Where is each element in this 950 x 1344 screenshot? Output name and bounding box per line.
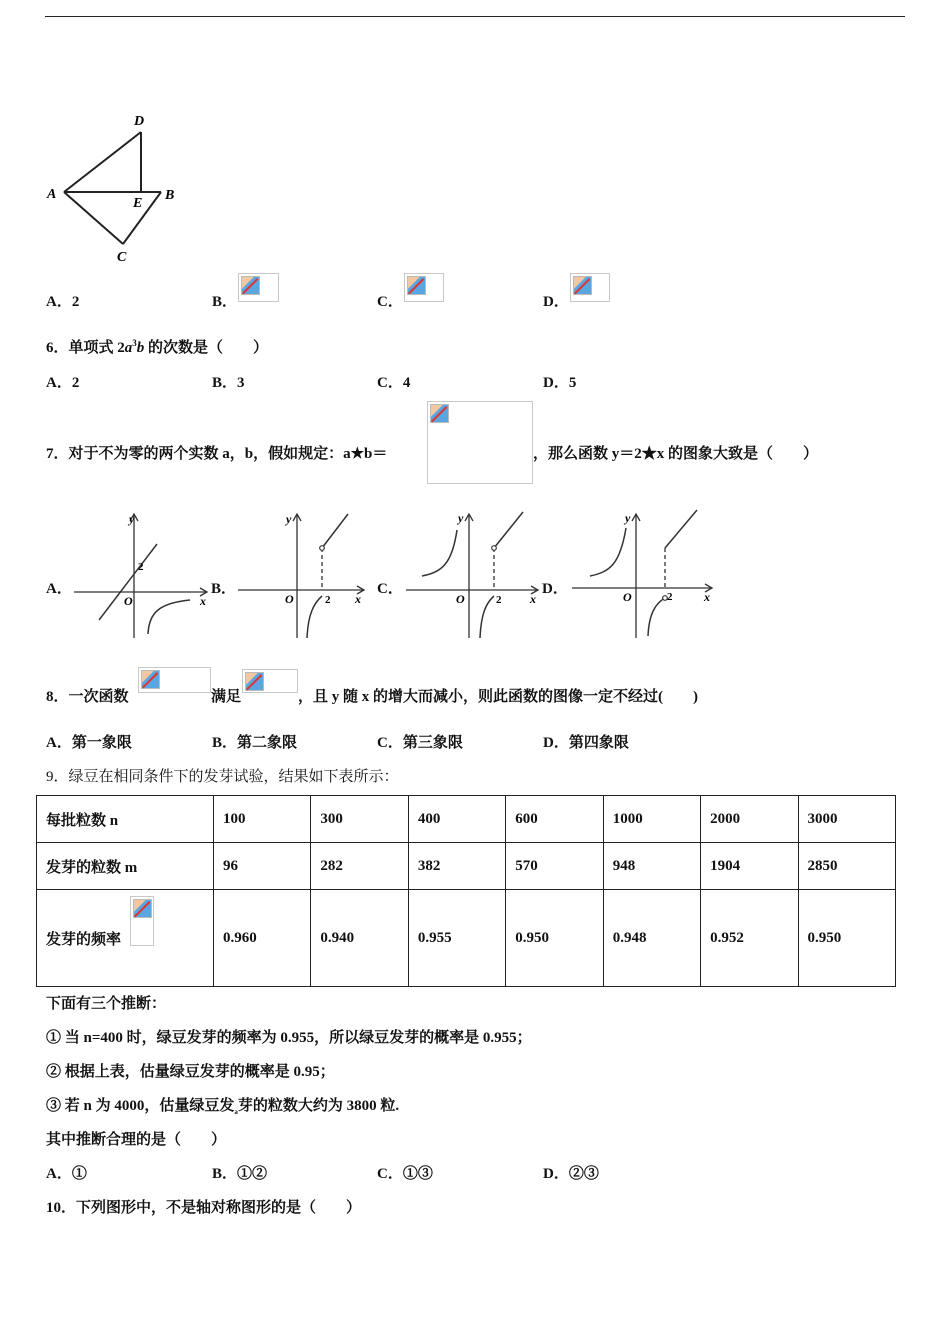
q7-option-a[interactable]: A． xyxy=(46,581,72,597)
q7-stem-before: 7．对于不为零的两个实数 a，b，假如规定：a★b＝ xyxy=(46,446,388,462)
table-cell: 2850 xyxy=(798,843,895,890)
label-e: E xyxy=(133,196,143,211)
table-cell: 1000 xyxy=(603,796,700,843)
table-row xyxy=(37,890,896,987)
table-cell-label: 每批粒数 n xyxy=(37,796,214,843)
table-cell: 0.950 xyxy=(506,890,603,987)
table-cell: 0.960 xyxy=(214,890,311,987)
axis-y-label: y xyxy=(458,511,464,525)
q7-option-b[interactable]: B． xyxy=(211,581,237,597)
axis-x-label: x xyxy=(530,592,536,606)
table-cell: 0.955 xyxy=(408,890,505,987)
table-cell: 100 xyxy=(214,796,311,843)
label-c: C xyxy=(117,250,127,265)
q7-stem-after: ，那么函数 y＝2★x 的图象大致是（ ） xyxy=(533,446,819,462)
axis-x-label: x xyxy=(200,594,206,608)
broken-image-icon xyxy=(238,273,279,302)
origin-label: O xyxy=(456,592,465,606)
q9-option-b[interactable]: B．①② xyxy=(212,1166,268,1182)
label-a: A xyxy=(47,187,57,202)
table-cell: 96 xyxy=(214,843,311,890)
axis-x-label: x xyxy=(704,590,710,604)
table-cell-label: 发芽的粒数 m xyxy=(37,843,214,890)
label-b: B xyxy=(165,188,175,203)
label-d: D xyxy=(134,114,145,129)
graph-b xyxy=(236,508,368,642)
table-cell: 0.950 xyxy=(798,890,895,987)
q6-stem: 6．单项式 $2a^3b$ 的次数是（ ） xyxy=(46,338,269,356)
q9-inference-1: ① 当 n=400 时，绿豆发芽的频率为 0.955，所以绿豆发芽的概率是 0.955； xyxy=(46,1030,532,1046)
table-cell: 300 xyxy=(311,796,408,843)
table-cell: 0.948 xyxy=(603,890,700,987)
broken-image-icon xyxy=(570,273,610,302)
q8-option-a[interactable]: A．第一象限 xyxy=(46,735,132,751)
table-cell: 400 xyxy=(408,796,505,843)
q9-option-a[interactable]: A．① xyxy=(46,1166,87,1182)
table-cell: 1904 xyxy=(701,843,798,890)
germination-table xyxy=(36,795,896,987)
q8-options xyxy=(46,731,906,753)
q8-prefix: 8．一次函数 xyxy=(46,689,129,705)
q8-middle: 满足 xyxy=(211,689,242,705)
geometry-figure xyxy=(44,108,194,268)
q9-option-c[interactable]: C．①③ xyxy=(377,1166,433,1182)
q10-stem: 10．下列图形中，不是轴对称图形的是（ ） xyxy=(46,1200,362,1216)
table-cell: 0.940 xyxy=(311,890,408,987)
q9-option-d[interactable]: D．②③ xyxy=(543,1166,599,1182)
origin-label: O xyxy=(623,590,632,604)
q9-question: 其中推断合理的是（ ） xyxy=(46,1132,227,1148)
segment-ac xyxy=(64,192,123,244)
q8-suffix: ，且 y 随 x 的增大而减小，则此函数的图像一定不经过( ) xyxy=(298,689,698,705)
q9-inference-2: ② 根据上表，估量绿豆发芽的概率是 0.95； xyxy=(46,1064,335,1080)
table-cell: 570 xyxy=(506,843,603,890)
tick-label-2: 2 xyxy=(138,561,144,573)
axis-y-label: y xyxy=(625,511,631,525)
q6-option-d[interactable]: D．5 xyxy=(543,375,577,391)
axis-x-label: x xyxy=(355,592,361,606)
q6-option-c[interactable]: C．4 xyxy=(377,375,411,391)
table-cell: 2000 xyxy=(701,796,798,843)
axis-y-label: y xyxy=(286,512,292,526)
broken-image-icon xyxy=(242,669,298,693)
broken-image-icon xyxy=(138,667,211,693)
broken-image-icon xyxy=(427,401,533,484)
broken-image-icon xyxy=(404,273,444,302)
table-cell: 948 xyxy=(603,843,700,890)
q6-option-b[interactable]: B．3 xyxy=(212,375,245,391)
header-rule xyxy=(45,16,905,17)
q5-options xyxy=(46,290,906,312)
table-cell: 0.952 xyxy=(701,890,798,987)
q8-option-c[interactable]: C．第三象限 xyxy=(377,735,463,751)
q5-option-b[interactable]: B． xyxy=(212,294,238,310)
table-row xyxy=(37,796,896,843)
origin-label: O xyxy=(285,592,294,606)
q9-inference-3: ③ 若 n 为 4000，估量绿豆发$_a$芽的粒数大约为 3800 粒. xyxy=(46,1098,400,1116)
graph-d xyxy=(570,508,716,642)
q9-after: 下面有三个推断： xyxy=(46,996,167,1012)
tick-label-2: 2 xyxy=(667,591,673,603)
q5-option-a[interactable]: A．2 xyxy=(46,294,80,310)
table-cell: 3000 xyxy=(798,796,895,843)
tick-label-2: 2 xyxy=(496,594,502,606)
q8-option-d[interactable]: D．第四象限 xyxy=(543,735,629,751)
table-cell: 600 xyxy=(506,796,603,843)
graph-a xyxy=(72,508,212,642)
q7-option-c[interactable]: C． xyxy=(377,581,403,597)
table-row xyxy=(37,843,896,890)
table-cell: 282 xyxy=(311,843,408,890)
q9-options xyxy=(46,1162,906,1184)
q9-stem: 9．绿豆在相同条件下的发芽试验，结果如下表所示： xyxy=(46,769,399,785)
tick-label-2: 2 xyxy=(325,594,331,606)
q6-options xyxy=(46,371,906,393)
broken-image-icon xyxy=(130,896,154,946)
q6-option-a[interactable]: A．2 xyxy=(46,375,80,391)
q5-option-c[interactable]: C． xyxy=(377,294,403,310)
q5-option-d[interactable]: D． xyxy=(543,294,569,310)
q8-option-b[interactable]: B．第二象限 xyxy=(212,735,298,751)
table-cell: 382 xyxy=(408,843,505,890)
q7-option-d[interactable]: D． xyxy=(542,581,568,597)
segment-ad xyxy=(64,132,141,192)
axis-y-label: y xyxy=(129,512,135,526)
origin-label: O xyxy=(124,594,133,608)
table-cell-label: 发芽的频率 xyxy=(37,890,214,987)
graph-c xyxy=(404,508,542,642)
